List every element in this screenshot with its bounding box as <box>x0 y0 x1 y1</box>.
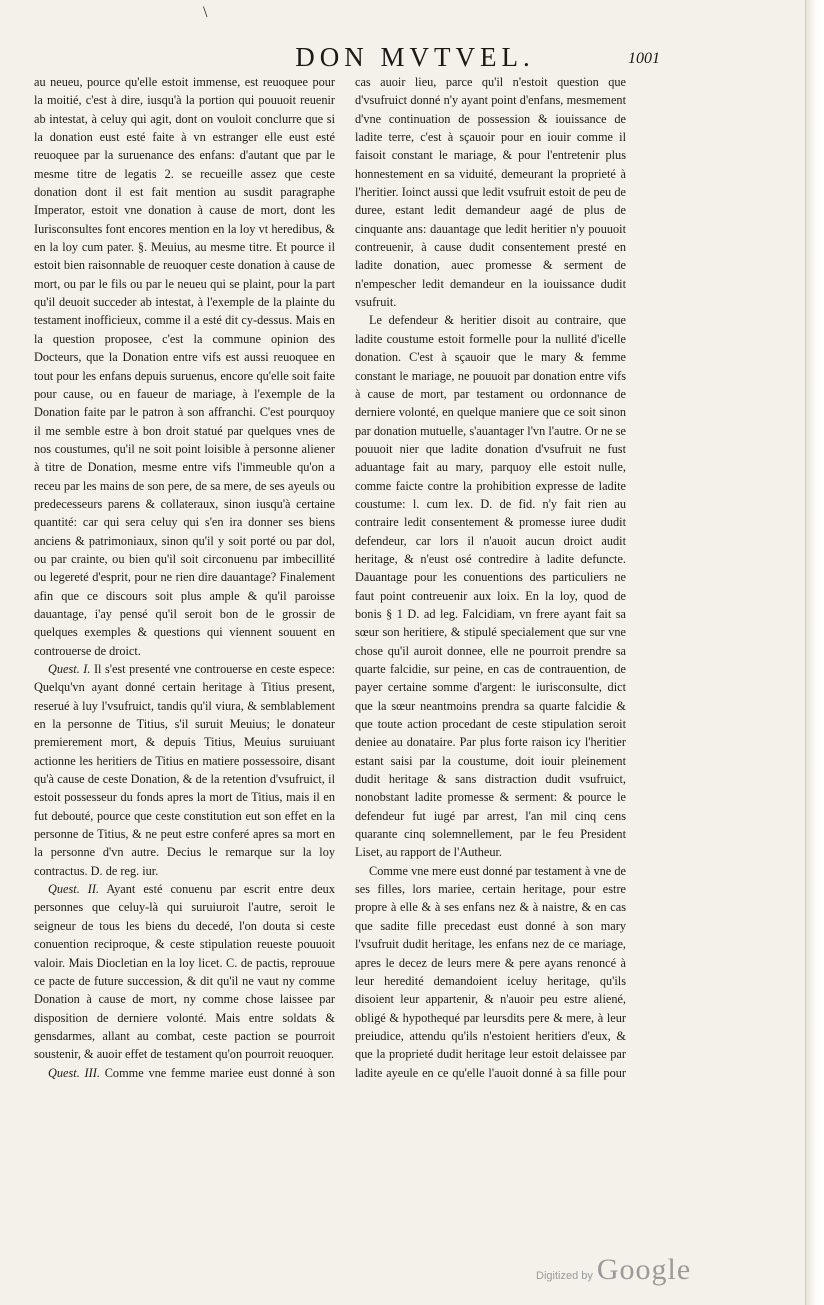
page-edge <box>805 0 824 1305</box>
question-label: Quest. II. <box>48 882 100 897</box>
paragraph: Comme vne mere eust donné par testament à vne de ses filles, lors mariee, certain heritage, pour estre propre à elle & à ses enfans nez & à naistre, & en cas que sadite fille precedast eust donné à son mary l'vsufruit dudit heritage, les enfans nez de ce mariage, apres le decez de leurs mere & pere ayans renoncé à leur heredité demandoient iceluy heritage, qu'ils disoient leur appartenir, & n'auoir peu estre aliené, obligé & hypothequé par leursdits pere & mere, à leur preiudice, attendu qu'ils n'estoient heritiers d'eux, & que la proprieté dudit heritage leur estoit delaissee par ladite ayeule en ce qu'elle l'auoit donné à sa fille pour <box>355 863 626 1080</box>
question-label: Quest. I. <box>48 662 91 676</box>
top-margin-mark: \ <box>203 4 208 21</box>
paragraph: cas auoir lieu, parce qu'il n'estoit question que d'vsufruict donné n'y ayant point d'enfans, mesmement d'vne continuation de possession & iouissance de ladite terre, c'est à sçauoir pour en iouir comme il faisoit constant le mariage, & pour l'entretenir plus honnestement en sa viduité, demeurant la proprieté à l'heritier. Ioinct aussi que ledit vsufruit estoit de peu de duree, estant ledit demandeur aagé de plus de cinquante ans: dauantage que ledit heritier n'y pouuoit contreuenir, à cause dudit consentement presté en ladite donation, auec promesse & serment de n'empescher ledit demandeur en la iouissance dudit vsufruit. <box>355 75 626 310</box>
left-text-column <box>34 73 335 1083</box>
running-head: DON MVTVEL. <box>295 42 535 72</box>
watermark-prefix: Digitized by <box>536 1270 593 1282</box>
paragraph: Le defendeur & heritier disoit au contraire, que ladite coustume estoit formelle pour la nullité d'icelle donation. C'est à sçauoir que le mary & femme constant le mariage, ne pouuoit par donation entre vifs à cause de mort, par testament ou ordonnance de derniere volonté, en quelque maniere que ce soit sinon par donation mutuelle, s'auantager l'vn l'autre. Or ne se pouuoit nier que ladite donation d'vsufruit ne fust aduantage fait au mary, parquoy elle estoit nulle, comme faicte contre la prohibition expresse de ladite coustume: l. cum lex. D. de fid. n'y fait rien au contraire ledit consentement & promesse iuree dudit defendeur, car lors il n'auoit aucun droict audit heritage, & n'eust osé contredire à ladite defuncte. Dauantage pour les conuentions des particuliers ne faut point contreuenir aux loix. En la loy, quod de bonis § 1 D. ad leg. Falcidiam, vn frere ayant fait sa sœur son heritiere, & stipulé specialement que sur vne chose qu'il auroit donnee, elle ne pourroit prendre sa quarte falcidie, sur peine, en cas de contrauention, de payer certaine somme d'argent: le iurisconsulte, dict que la sœur neantmoins prendra sa quarte falcidie & que toute action procedant de ceste stipulation seroit deniee au donataire. Par plus forte raison icy l'heritier estant saisi par la coustume, doit iouir pleinement dudit heritage & sans distraction dudit vsufruict, nonobstant ladite promesse & serment: & pource le defendeur fut iugé par arrest, l'an mil cinq cens quarante cinq solemnellement, par le feu President Liset, au rapport de l'Autheur. <box>355 313 626 860</box>
google-logo: Google <box>596 1253 692 1286</box>
question-paragraph <box>34 660 335 880</box>
question-paragraph <box>34 880 335 1063</box>
digitization-watermark <box>536 1253 716 1287</box>
question-text: Il s'est presenté vne controuerse en ceste espece: Quelqu'vn ayant donné certain heritage à Titius present, reserué à luy l'vsufruict, tandis qu'il viura, & semblablement en la personne de Titius, s'il suruit Meuius; le donateur premierement mort, & depuis Titius, Meuius suruiuant actionne les heritiers de Titius en matiere possessoire, disant qu'à cause de ceste Donation, & de la retention d'vsufruict, il estoit possesseur du fonds apres la mort de Titius, mais il en fut debouté, pource que ceste constitution eut son effet en la personne de Titius, & ne peut estre conferé apres sa mort en la personne d'vn autre. Decius le remarque sur la loy contractus. D. de reg. iur. <box>34 662 335 878</box>
question-text: Ayant esté conuenu par escrit entre deux personnes que celuy-là qui suruiuroit l'autre, seroit le seigneur de tous les biens du decedé, l'on douta si ceste conuention reciproque, & ceste stipulation reueste pouuoit valoir. Mais Diocletian en la loy licet. C. de pactis, reprouue ce pacte de future succession, & dit qu'il ne vaut ny comme Donation à cause de mort, ny comme chose laissee par disposition de derniere volonté. Mais entre soldats & gensdarmes, allant au combat, ceste paction se pourroit soustenir, & auoir effet de testament qu'on pourroit reuoquer. <box>34 882 335 1062</box>
question-paragraph <box>34 1064 335 1083</box>
right-text-column <box>355 73 626 1083</box>
page-number: 1001 <box>628 50 660 67</box>
question-text: Comme vne femme mariee eust donné à son <box>104 1065 335 1080</box>
paragraph: au neueu, pource qu'elle estoit immense, est reuoquee pour la moitié, c'est à dire, iusqu'à la portion qui pouuoit reuenir ab intestat, à celuy qui agit, dont on vouloit conclurre que si la donation eust esté faite à vn estranger elle eust esté reuoquee par la suruenance des enfans: d'autant que par le mesme titre de legatis 2. se recueille assez que ceste donation dont il est fait mention au susdit paragraphe Imperator, estoit vne donation à cause de mort, dont les Iurisconsultes font encores mention en la loy vt heredibus, & en la loy cum pater. §. Meuius, au mesme titre. Et pource il estoit bien raisonnable de reuoquer ceste donation à cause de mort, ou par le fils ou par le neueu qui se plaint, pour la part qu'il deuoit succeder ab intestat, à l'exemple de la plainte du testament inofficieux, comme il a esté dit cy-dessus. Mais en la question proposee, c'est la commune opinion des Docteurs, que la Donation entre vifs est aussi reuoquee en tout pour les enfans depuis suruenus, encore qu'elle soit faite pour cause, ou en faueur de mariage, à l'exemple de la Donation faite par le patron à son affranchi. C'est pourquoy il me semble estre à bon droit statué par quelques vnes de nos coustumes, qu'il ne soit point loisible à personne aliener à titre de Donation, mesme entre vifs l'immeuble qu'on a receu par les mains de son pere, de sa mere, de ses ayeuls ou predecesseurs parens & collateraux, sinon iusqu'à certaine quantité: car qui sera celuy qui s'en ira donner ses biens anciens & patrimoniaux, sinon qu'il y soit porté ou par dol, ou par crainte, ou bien qu'il soit circonuenu par imbecillité ou legereté d'esprit, pour ne rien dire dauantage? Finalement afin que ce discours soit plus ample & qu'il paroisse dauantage, i'ay pensé qu'il seroit bon de le grossir de quelques exemples & questions qui viennent souuent en controuerse de droict. <box>34 75 335 658</box>
question-label: Quest. III. <box>48 1065 100 1080</box>
